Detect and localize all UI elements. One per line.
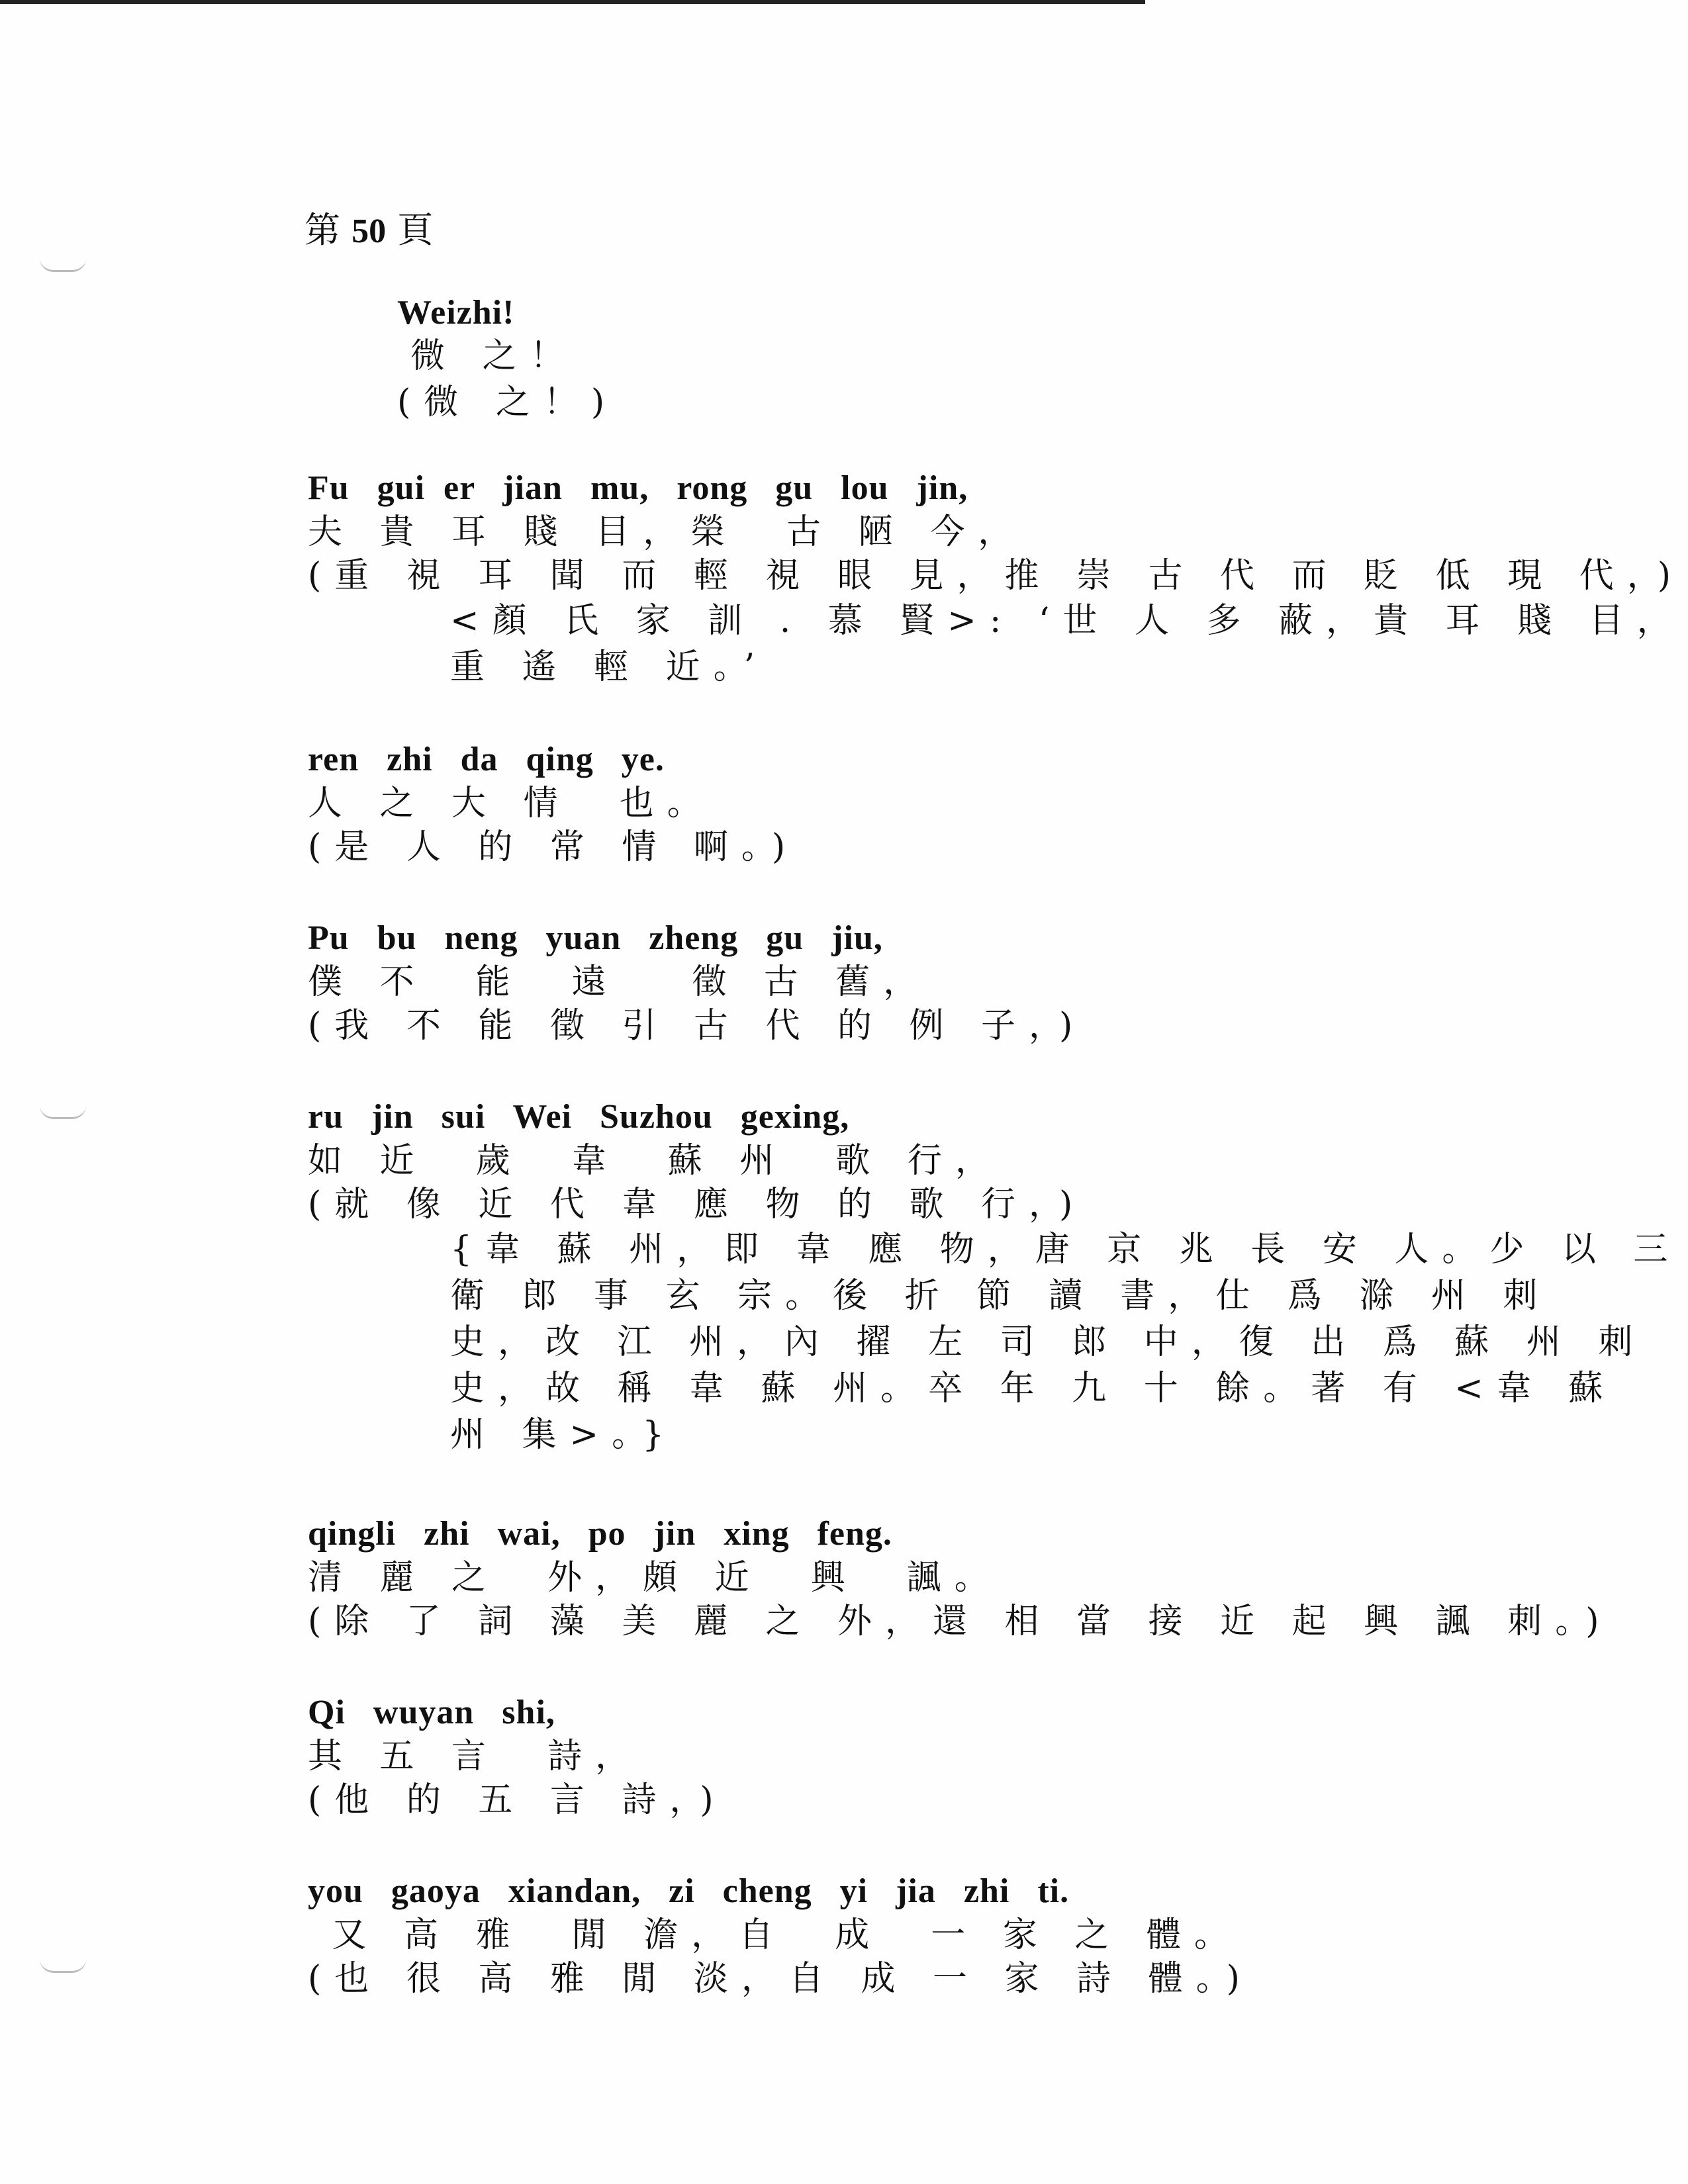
annotation-note: <顏 氏 家 訓 . 慕 賢>: ‘世 人 多 蔽，貴 耳 賤 目， 重 遙 輕 近。’ <box>450 601 1685 687</box>
pinyin-line: Qi wuyan shi, <box>308 1694 555 1731</box>
title-chinese: 微 之！ <box>410 336 578 376</box>
chinese-line: 又 高 雅 閒 澹，自 成 一 家 之 體。 <box>308 1915 1242 1955</box>
pinyin-line: Pu bu neng yuan zheng gu jiu, <box>308 919 883 957</box>
title-translation: (微 之！) <box>397 383 618 422</box>
chinese-line: 夫 貴 耳 賤 目，榮 古 陋 今， <box>308 512 1026 552</box>
annotation-note: {韋 蘇 州，即 韋 應 物，唐 京 兆 長 安 人。少 以 三 衛 郎 事 玄 宗。後 折 節 讀 書，仕 爲 滁 州 刺 史，改 江 州，內 擢 左 司 郎 中，復 出 爲 蘇 州 刺 史，故 稱 韋 蘇 州。卒 年 九 十 餘。著 有 <韋 蘇 州 集>。} <box>450 1230 1681 1455</box>
verse-section <box>308 1095 1681 1458</box>
translation-line: (是 人 的 常 情 啊。) <box>308 827 799 867</box>
title-pinyin: Weizhi! <box>397 294 515 332</box>
verse-section <box>308 917 1086 1048</box>
page-number-label: 第 50 頁 <box>305 209 434 251</box>
pinyin-line: you gaoya xiandan, zi cheng yi jia zhi ti. <box>308 1872 1070 1910</box>
scan-top-edge <box>0 0 1145 4</box>
pinyin-line: Fu gui er jian mu, rong gu lou jin, <box>308 469 968 507</box>
verse-section <box>308 738 798 869</box>
verse-section <box>308 1870 1253 2001</box>
verse-section <box>308 1691 727 1822</box>
punch-hole-mark <box>40 1105 86 1119</box>
chinese-line: 清 麗 之 外，頗 近 興 諷。 <box>308 1558 1002 1598</box>
punch-hole-mark <box>40 1959 86 1973</box>
pinyin-line: ren zhi da qing ye. <box>308 741 665 778</box>
chinese-line: 僕 不 能 遠 徵 古 舊， <box>308 962 931 1002</box>
translation-line: (重 視 耳 聞 而 輕 視 眼 見，推 崇 古 代 而 貶 低 現 代，) <box>308 556 1685 596</box>
translation-line: (就 像 近 代 韋 應 物 的 歌 行，) <box>308 1185 1086 1224</box>
translation-line: (也 很 高 雅 閒 淡，自 成 一 家 詩 體。) <box>308 1959 1253 1999</box>
translation-line: (他 的 五 言 詩，) <box>308 1780 727 1820</box>
chinese-line: 如 近 歲 韋 蘇 州 歌 行， <box>308 1141 1003 1181</box>
pinyin-line: ru jin sui Wei Suzhou gexing, <box>308 1098 850 1136</box>
verse-section <box>308 467 1685 690</box>
punch-hole-mark <box>40 258 86 272</box>
chinese-line: 人 之 大 情 也。 <box>308 784 715 823</box>
translation-line: (我 不 能 徵 引 古 代 的 例 子，) <box>308 1006 1086 1046</box>
translation-line: (除 了 詞 藻 美 麗 之 外，還 相 當 接 近 起 興 諷 刺。) <box>308 1602 1613 1641</box>
pinyin-line: qingli zhi wai, po jin xing feng. <box>308 1515 892 1553</box>
chinese-line: 其 五 言 詩， <box>308 1737 643 1776</box>
verse-section <box>308 1512 1613 1643</box>
